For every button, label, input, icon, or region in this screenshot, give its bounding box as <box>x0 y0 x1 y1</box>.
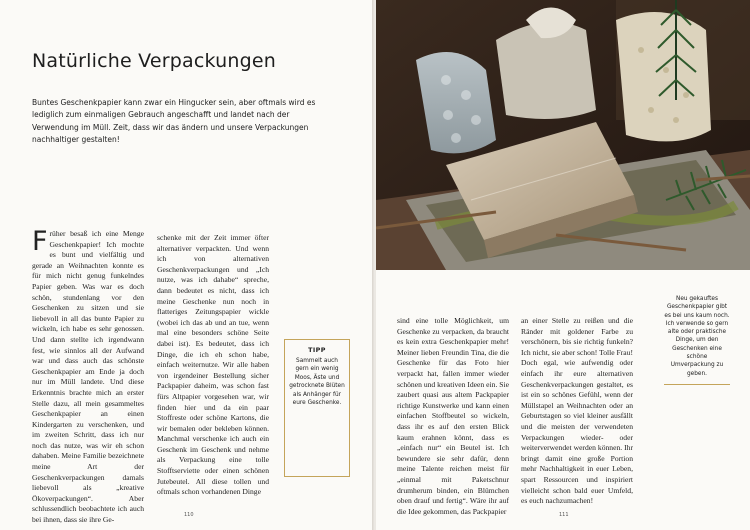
body-column-2: schenke mit der Zeit immer öfter alternativer verpackten. Und wenn ich von alternativen Geschenkverpackungen und „Ich nutze, was ich dahabe“ spreche, dann bedeutet es nicht, dass ich meine Geschenke nun noch in flatteriges Zeitungspapier wickle (wobei ich das ab und an tue, wenn mal eine besonders schöne Seite dabei ist). Es bedeutet, dass ich Dinge, die ich eh schon habe, einfach weiternutze. Wir alle haben von irgendeiner Bestellung sicher Packpapier daheim, was schon fast fürs Altpapier vorgesehen war, wir finden hier und da ein paar Stoffreste oder schöne Kartons, die wir bemalen oder bekleben können. Manchmal verschenke ich auch ein Geschenk im Geschenk und nehme als Verpackung eine tolle Stofftserviette oder einen schönen Jutebeutel. All diese tollen und oftmals schon vorhandenen Dinge <box>157 233 269 497</box>
drop-cap: F <box>32 226 48 257</box>
page-number-left: 110 <box>184 512 194 518</box>
tip-box <box>284 339 350 477</box>
body-column-1-text: rüher besaß ich eine Menge Geschenkpapier! Ich mochte es bunt und vielfältig und gerade an Weihnachten konnte es für mich nicht genug funkelndes Papier geben. Was war es doch schön, stundenlang vor den Geschenken zu sitzen und sie liebevoll in all das bunte Papier zu wickeln, ich habe es sehr genossen. Und dann stellte ich irgendwann fest, wie sinnlos all der Aufwand war und dass auch das schönste Geschenkpapier am Ende ja doch nur im Müll landete. Und diese Erkenntnis brachte mich an erster Stelle dazu, all mein gesammeltes Geschenkpapier an einen Kindergarten zu verschenken, und im zweiten Schritt, dass ich nur noch das nutze, was wir eh schon dahaben. Meine Familie bezeichnete meine Art der Geschenkverpackungen damals liebevoll als „kreative Ökoverpackungen“. Aber schlussendlich beobachtete ich auch bei ihnen, dass sie ihre Ge- <box>32 229 144 525</box>
tip-title: TIPP <box>308 346 326 354</box>
page-title: Natürliche Verpackungen <box>32 50 277 72</box>
right-page <box>376 0 750 530</box>
side-note: Neu gekauftes Geschenkpapier gibt es bei uns kaum noch. Ich verwende so gern alte oder praktische Dinge, um den Geschenken eine schöne Umverpackung zu geben. <box>664 295 730 385</box>
body-column-3: sind eine tolle Möglichkeit, um Geschenke zu verpacken, da braucht es kein extra Geschenkpapier mehr! Meiner lieben Freundin Tina, die die Geschenke für das Foto hier verpackt hat, fallen immer wieder schönen und kreativen Ideen ein. Sie zaubert quasi aus altem Packpapier richtige Kunstwerke und kann einen einfachen Stoffbeutel so wickeln, dass ihr es auf den ersten Blick kaum erahnen könnt, dass es „einfach nur“ ein Beutel ist. Ich bewundere sie sehr dafür, denn meine Talente reichen meist für „einmal mit Paketschnur drumherum binden, ein Blümchen oben drauf und fertig“. Wäre ihr auf die Idee gekommen, das Packpapier <box>397 316 509 516</box>
body-column-4: an einer Stelle zu reißen und die Ränder mit goldener Farbe zu verschönern, bis sie richtig funkeln? Ich nicht, sie aber schon! Tolle Frau! Doch egal, wie aufwendig oder einfach ihr eure alternativen Geschenkverpackungen gestaltet, es ist ein so schönes Gefühl, wenn der Müllstapel an Weihnachten oder an Geburtstagen so viel kleiner ausfällt und die meisten der verwendeten Verpackungen wieder- oder weiterverwendet werden können. Ihr bringt damit eine große Portion mehr Nachhaltigkeit in euer Leben, spart Ressourcen und inspiriert vielleicht schon bald euer Umfeld, es euch nachzumachen! <box>521 316 633 506</box>
page-number-right: 111 <box>559 512 569 518</box>
tip-text: Sammelt auch gern ein wenig Moos, Äste und getrocknete Blüten als Anhänger für eure Geschenke. <box>289 358 345 407</box>
intro-paragraph: Buntes Geschenkpapier kann zwar ein Hingucker sein, aber oftmals wird es lediglich zum einmaligen Gebrauch angeschafft und landet nach der Verwendung im Müll. Zeit, dass wir das ändern und unsere Verpackungen nachhaltiger gestalten! <box>32 98 316 145</box>
left-page <box>0 0 374 530</box>
body-column-1 <box>32 226 144 526</box>
gift-wrapping-photo <box>376 0 750 270</box>
